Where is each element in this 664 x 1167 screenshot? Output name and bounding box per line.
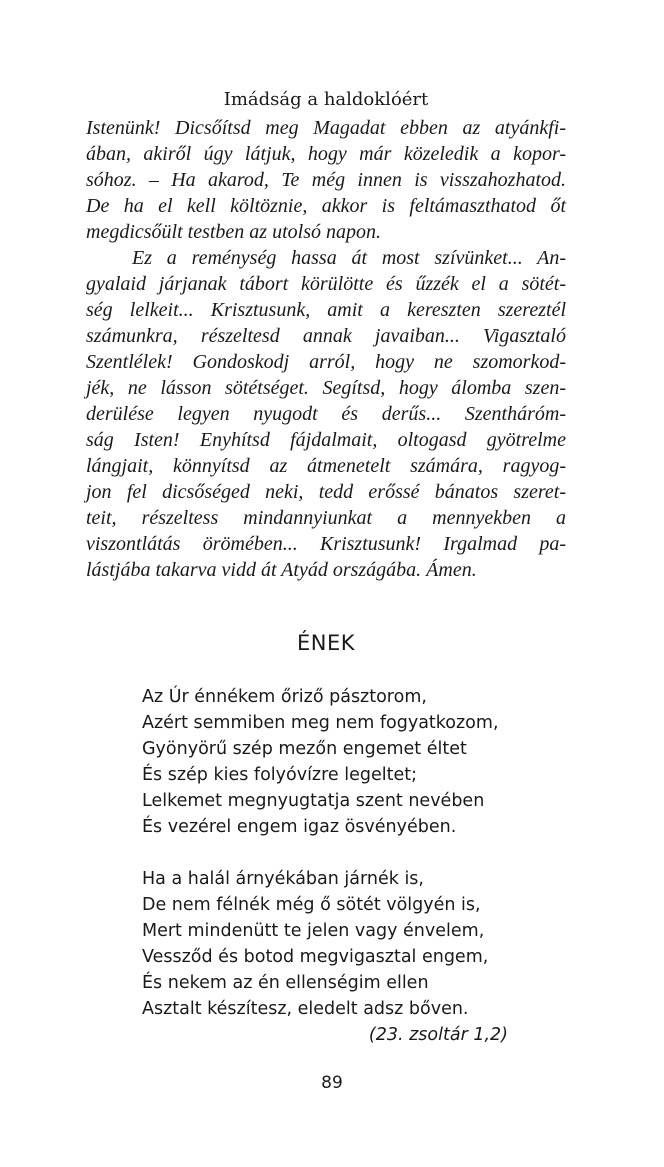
prayer-line: lástjába takarva vidd át Atyád országába. Ámen. [86,559,477,581]
song-stanza-1 [142,684,522,840]
song-verse: Vessződ és botod megvigasztal engem, [142,947,489,967]
prayer-line: megdicsőült testben az utolsó napon. [86,221,381,243]
prayer-line: De ha el kell költöznie, akkor is feltámaszthatod őt [86,195,566,217]
prayer-line: ség lelkeit... Krisztusunk, amit a kereszten szereztél [86,299,566,321]
prayer-line: lángjait, könnyítsd az átmenetelt számára, ragyog- [86,455,566,477]
song-verse: De nem félnék még ő sötét völgyén is, [142,895,481,915]
prayer-paragraph-1 [86,115,566,245]
prayer-line: viszontlátás örömében... Krisztusunk! Irgalmad pa- [86,533,566,555]
prayer-line: jék, ne lásson sötétséget. Segítsd, hogy álomba szen- [86,377,566,399]
psalm-citation: (23. zsoltár 1,2) [368,1025,508,1045]
prayer-line: jon fel dicsőséged neki, tedd erőssé bánatos szeret- [86,481,566,503]
song-verse: Gyönyörű szép mezőn engemet éltet [142,739,467,759]
prayer-line: derülése legyen nyugodt és derűs... Szentháróm- [86,403,566,425]
song-verse: Az Úr énnékem őriző pásztorom, [142,687,427,707]
prayer-line: Ez a reménység hassa át most szívünket... An- [132,247,566,269]
prayer-paragraph-2 [86,245,566,583]
prayer-line: sóhoz. – Ha akarod, Te még innen is visszahozhatod. [86,169,566,191]
song-verse: Azért semmiben meg nem fogyatkozom, [142,713,499,733]
prayer-line: ság Isten! Enyhítsd fájdalmait, oltogasd gyötrelme [86,429,566,451]
song-body [142,684,522,1048]
prayer-body [86,115,566,583]
song-verse: Asztalt készítesz, eledelt adsz bőven. [142,999,469,1019]
prayer-line: Szentlélek! Gondoskodj arról, hogy ne szomorkod- [86,351,566,373]
song-verse: És szép kies folyóvízre legeltet; [142,765,418,785]
prayer-line: ában, akiről úgy látjuk, hogy már közeledik a kopor- [86,143,566,165]
song-verse: És vezérel engem igaz ösvényében. [142,817,457,837]
song-verse: És nekem az én ellenségim ellen [142,973,429,993]
song-title: ÉNEK [296,631,356,655]
song-verse: Ha a halál árnyékában járnék is, [142,869,424,889]
prayer-title: Imádság a haldoklóért [223,89,429,110]
prayer-line: számunkra, részeltesd annak javaiban... Vigasztaló [86,325,566,347]
song-verse: Mert mindenütt te jelen vagy énvelem, [142,921,485,941]
page-number: 89 [321,1073,343,1093]
song-stanza-2 [142,866,522,1022]
prayer-line: teit, részeltess mindannyiunkat a mennyekben a [86,507,566,529]
prayer-line: Istenünk! Dicsőítsd meg Magadat ebben az atyánkfi- [86,117,566,139]
prayer-line: gyalaid járjanak tábort körülötte és űzzék el a sötét- [86,273,566,295]
song-verse: Lelkemet megnyugtatja szent nevében [142,791,485,811]
